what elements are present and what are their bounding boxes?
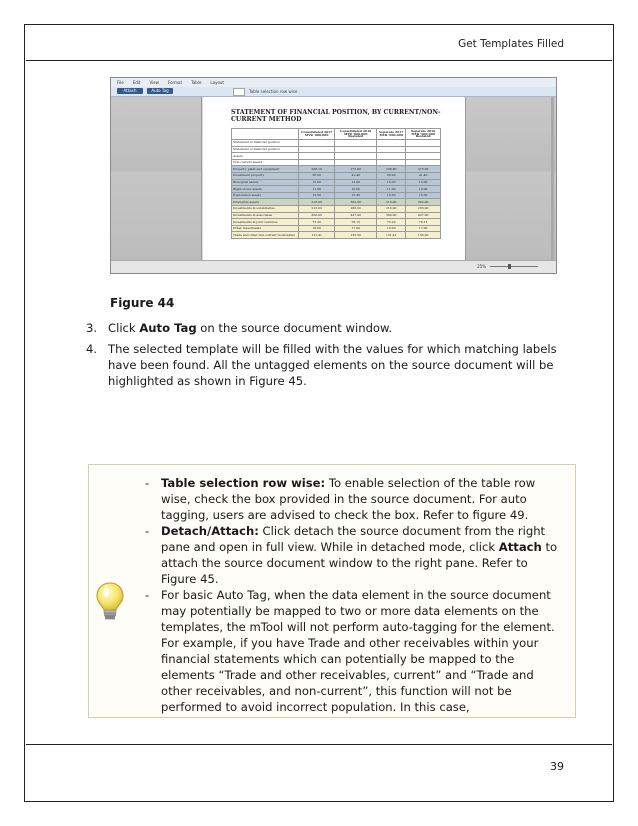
steps-list — [86, 320, 574, 394]
table-row[interactable] — [232, 212, 441, 219]
table-row[interactable] — [232, 179, 441, 186]
step-number: 4. — [86, 342, 98, 356]
column-header: Separate 2016 MYR '000,000 Restated — [406, 129, 441, 140]
row-value: 41.40 — [406, 172, 441, 179]
row-value: 17.00 — [406, 225, 441, 232]
row-value: 360.00 — [299, 212, 335, 219]
row-value: 427.00 — [335, 212, 377, 219]
attach-button[interactable]: Attach — [117, 88, 143, 94]
left-pane — [111, 97, 202, 261]
row-value: 15.00 — [377, 179, 406, 186]
row-value: 427.00 — [406, 212, 441, 219]
note-text: Click detach the source document from the right pane and open in full view. While in detached mode, click — [161, 524, 546, 554]
row-value — [377, 146, 406, 153]
note-dash: - — [145, 588, 150, 602]
footer-rule — [26, 744, 612, 745]
note-text: For basic Auto Tag, when the data element in the source document may potentially be mapped to two or more data elements on the templates, the mTool will not perform auto-tagging for the element. For example, if you have Trade and other receivables within your financial statements which can potentially be mapped to the elements “Trade and other receivables, current” and “Trade and other receivables, and non-current”, this function will not be performed to avoid incorrect population. In this case, — [161, 588, 555, 714]
table-corner — [232, 129, 299, 140]
row-value: 218.00 — [299, 199, 335, 206]
app-toolbar — [111, 87, 556, 97]
row-value — [299, 146, 335, 153]
table-row[interactable] — [232, 219, 441, 226]
row-value — [335, 140, 377, 147]
row-value: 10.00 — [406, 186, 441, 193]
row-label: Investment property — [232, 172, 299, 179]
row-value: 11.00 — [299, 186, 335, 193]
row-value: 13.00 — [406, 179, 441, 186]
row-value: 302.00 — [335, 199, 377, 206]
row-label: Exploration assets — [232, 192, 299, 199]
lightbulb-icon — [93, 580, 127, 624]
row-value — [335, 146, 377, 153]
row-value: 288.10 — [299, 166, 335, 173]
row-label: Trade and other non-current receivables — [232, 232, 299, 239]
row-value — [406, 140, 441, 147]
row-value — [335, 153, 377, 160]
row-value: 13.50 — [377, 192, 406, 199]
figure-screenshot — [110, 77, 557, 274]
row-value: 10.00 — [335, 186, 377, 193]
step-bold: Auto Tag — [139, 321, 197, 335]
row-value — [299, 153, 335, 160]
row-label: Other investments — [232, 225, 299, 232]
table-row[interactable] — [232, 140, 441, 147]
step-item — [86, 341, 574, 389]
note-box — [88, 464, 576, 718]
row-value: 78.15 — [335, 219, 377, 226]
row-value: 213.00 — [299, 205, 335, 212]
row-value — [406, 153, 441, 160]
row-value — [335, 159, 377, 166]
row-value: 218.00 — [377, 199, 406, 206]
figure-caption: Figure 44 — [110, 296, 175, 310]
row-label: Right-of-use assets — [232, 186, 299, 193]
row-value: 360.00 — [377, 212, 406, 219]
page-number: 39 — [550, 760, 564, 773]
row-label: Intangible assets — [232, 199, 299, 206]
zoom-label: 25% — [477, 264, 486, 269]
running-header: Get Templates Filled — [458, 38, 564, 50]
table-row[interactable] — [232, 166, 441, 173]
header-rule — [26, 60, 612, 61]
row-value: 283.00 — [335, 205, 377, 212]
row-value: 131.41 — [377, 232, 406, 239]
menu-item-table[interactable]: Table — [191, 80, 202, 85]
row-value: 15.00 — [299, 179, 335, 186]
row-value: 302.00 — [406, 199, 441, 206]
table-row[interactable] — [232, 225, 441, 232]
column-header: Consolidated 2016 MYR '000,000 Restated — [335, 129, 377, 140]
table-row[interactable] — [232, 205, 441, 212]
row-value — [377, 153, 406, 160]
note-item — [145, 523, 565, 587]
note-dash: - — [145, 524, 150, 538]
menu-item-file[interactable]: File — [117, 80, 124, 85]
note-text: To enable selection of the table row wise, check the box provided in the source document. For auto tagging, users are advised to check the box. Refer to figure 49. — [161, 476, 536, 522]
zoom-thumb[interactable] — [508, 264, 511, 269]
row-label: Assets — [232, 153, 299, 160]
step-text: The selected template will be filled with the values for which matching labels have been found. All the untagged elements on the source document will be highlighted as shown in Figure 45. — [108, 342, 557, 388]
scrollbar[interactable] — [551, 97, 554, 261]
row-label: Statement of financial position — [232, 140, 299, 147]
row-value: 11.00 — [377, 186, 406, 193]
row-value: 213.00 — [377, 205, 406, 212]
row-value: 215.00 — [406, 166, 441, 173]
column-header: Separate 2017 MYR '000,000 — [377, 129, 406, 140]
row-value: 15.30 — [406, 192, 441, 199]
row-value: 236.80 — [377, 166, 406, 173]
table-row[interactable] — [232, 232, 441, 239]
row-value: 18.00 — [299, 225, 335, 232]
statement-title: STATEMENT OF FINANCIAL POSITION, BY CURRENT/NON-CURRENT METHOD — [231, 109, 441, 123]
row-label: Non-current assets — [232, 159, 299, 166]
row-value: 273.80 — [335, 166, 377, 173]
right-pane — [465, 97, 556, 261]
step-item — [86, 320, 574, 336]
row-value: 58.00 — [377, 172, 406, 179]
notes-list — [145, 475, 565, 715]
row-value: 41.40 — [335, 172, 377, 179]
table-row[interactable] — [232, 199, 441, 206]
row-label: Investments in joint ventures — [232, 219, 299, 226]
step-number: 3. — [86, 321, 98, 335]
row-value: 15.30 — [335, 192, 377, 199]
table-row[interactable] — [232, 159, 441, 166]
row-value: 18.00 — [377, 225, 406, 232]
row-value — [299, 140, 335, 147]
row-value: 73.20 — [299, 219, 335, 226]
row-value: 13.50 — [299, 192, 335, 199]
note-title: Detach/Attach: — [161, 524, 259, 538]
step-text: Click — [108, 321, 140, 335]
note-item — [145, 587, 565, 715]
row-value: 13.00 — [335, 179, 377, 186]
note-title: Table selection row wise: — [161, 476, 326, 490]
row-value: 131.41 — [299, 232, 335, 239]
row-value — [299, 159, 335, 166]
row-value: 58.00 — [299, 172, 335, 179]
row-value — [406, 146, 441, 153]
menu-item-format[interactable]: Format — [167, 80, 183, 85]
row-value: 135.20 — [406, 232, 441, 239]
row-label: Investments in associates — [232, 212, 299, 219]
row-value: 78.15 — [406, 219, 441, 226]
status-bar — [111, 260, 556, 273]
row-value: 73.20 — [377, 219, 406, 226]
column-header: Consolidated 2017 MYR '000,000 — [299, 129, 335, 140]
note-dash: - — [145, 476, 150, 490]
row-wise-label: Table selection row wise — [249, 89, 298, 94]
table-row[interactable] — [232, 172, 441, 179]
row-value: 17.00 — [335, 225, 377, 232]
menu-item-edit[interactable]: Edit — [132, 80, 141, 85]
source-document — [203, 97, 466, 261]
row-wise-checkbox[interactable] — [233, 88, 245, 96]
step-text: on the source document window. — [196, 321, 393, 335]
zoom-slider[interactable] — [490, 266, 538, 267]
row-label: Property, plant and equipment — [232, 166, 299, 173]
row-value: 135.20 — [335, 232, 377, 239]
table-row[interactable] — [232, 192, 441, 199]
menu-item-view[interactable]: View — [149, 80, 159, 85]
financial-table — [231, 128, 441, 239]
menu-item-layout[interactable]: Layout — [210, 80, 225, 85]
row-value — [377, 159, 406, 166]
table-row[interactable] — [232, 153, 441, 160]
row-label: Statement of financial position — [232, 146, 299, 153]
row-value — [377, 140, 406, 147]
row-value — [406, 159, 441, 166]
row-value: 283.00 — [406, 205, 441, 212]
note-item — [145, 475, 565, 523]
row-label: Investments in subsidiaries — [232, 205, 299, 212]
table-row[interactable] — [232, 146, 441, 153]
auto-tag-button[interactable]: Auto Tag — [147, 88, 173, 94]
note-text: to attach the source document window to the right pane. Refer to Figure 45. — [161, 540, 558, 586]
table-row[interactable] — [232, 186, 441, 193]
row-label: Biological assets — [232, 179, 299, 186]
note-bold-attach: Attach — [498, 540, 542, 554]
